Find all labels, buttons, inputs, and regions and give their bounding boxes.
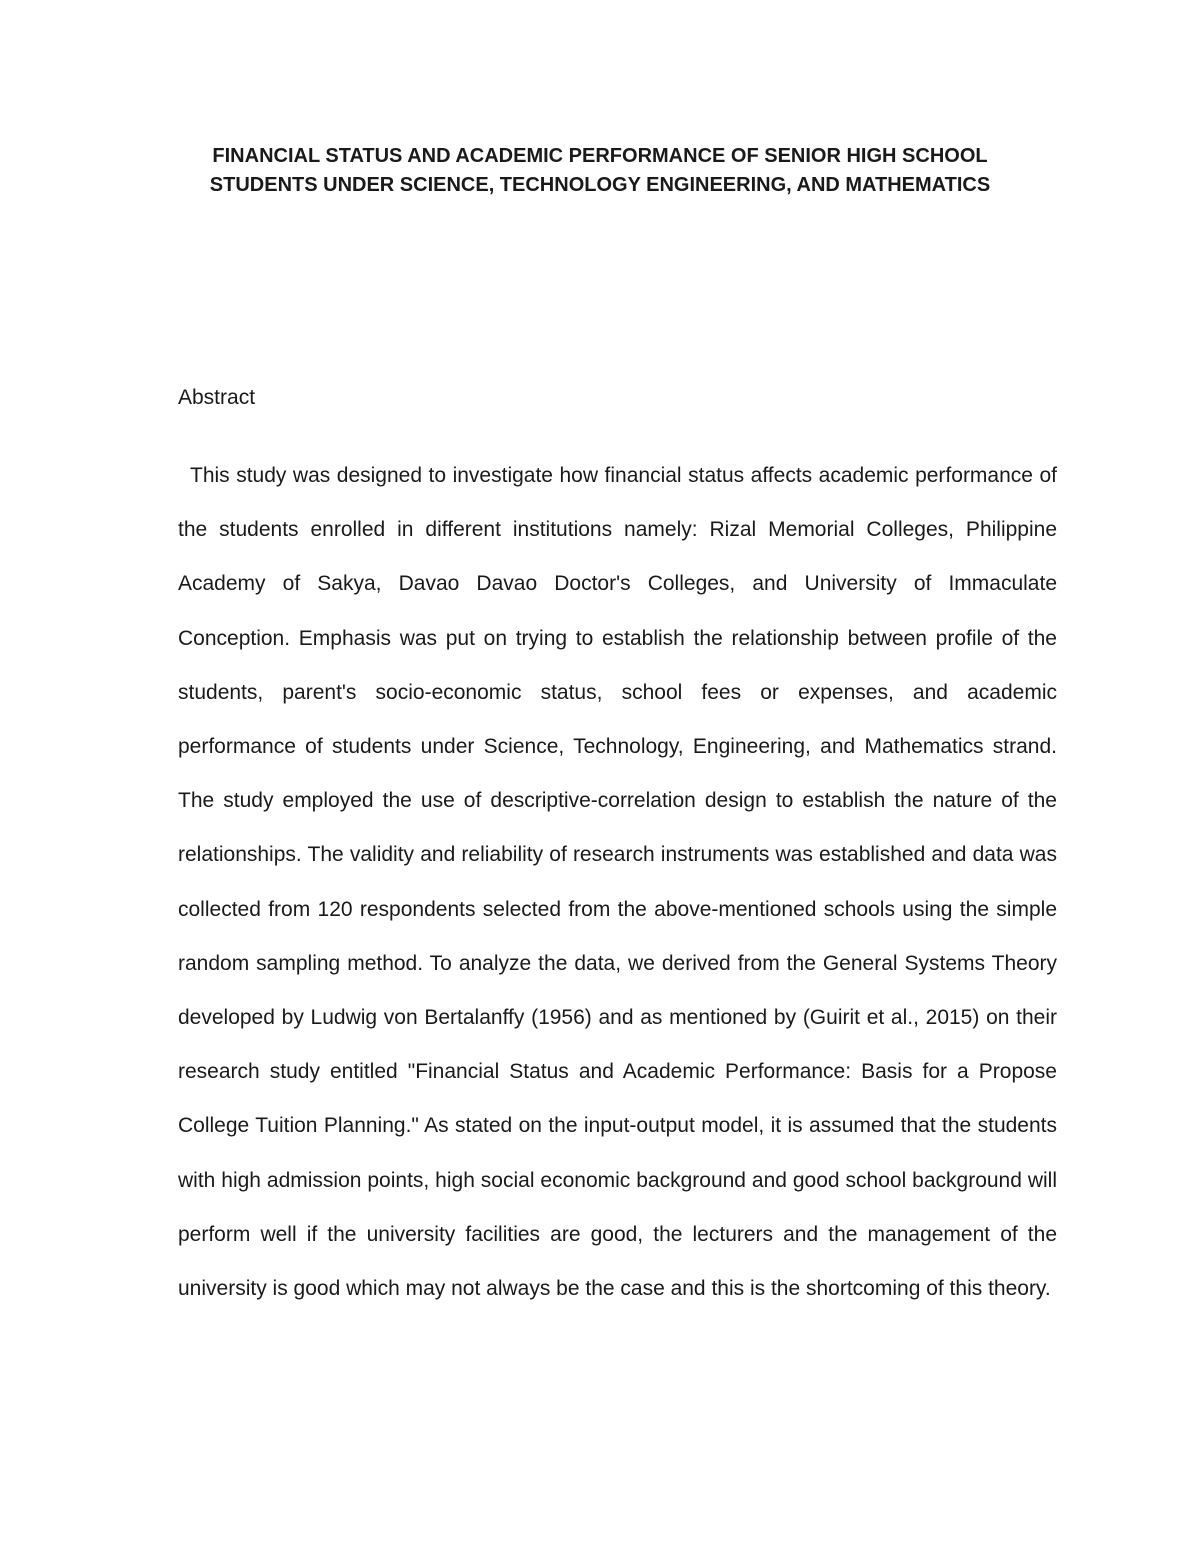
abstract-paragraph bbox=[178, 449, 1057, 1316]
abstract-body-text: This study was designed to investigate how financial status affects academic performance of the students enrolled in different institutions namely: Rizal Memorial Colleges, Philippine Academy of Sakya, Davao Davao Doctor's Colleges, and University of Immaculate Conception. Emphasis was put on trying to establish the relationship between profile of the students, parent's socio-economic status, school fees or expenses, and academic performance of students under Science, Technology, Engineering, and Mathematics strand. The study employed the use of descriptive-correlation design to establish the nature of the relationships. The validity and reliability of research instruments was established and data was collected from 120 respondents selected from the above-mentioned schools using the simple random sampling method. To analyze the data, we derived from the General Systems Theory developed by Ludwig von Bertalanffy (1956) and as mentioned by (Guirit et al., 2015) on their research study entitled "Financial Status and Academic Performance: Basis for a Propose College Tuition Planning." As stated on the input-output model, it is assumed that the students with high admission points, high social economic background and good school background will perform well if the university facilities are good, the lecturers and the management of the university is good which may not always be the case and this is the shortcoming of this theory. bbox=[178, 464, 1057, 1301]
document-title: FINANCIAL STATUS AND ACADEMIC PERFORMANCE OF SENIOR HIGH SCHOOL STUDENTS UNDER SCIENCE, TECHNOLOGY ENGINEERING, AND MATHEMATICS bbox=[209, 145, 991, 196]
abstract-heading: Abstract bbox=[178, 386, 256, 409]
